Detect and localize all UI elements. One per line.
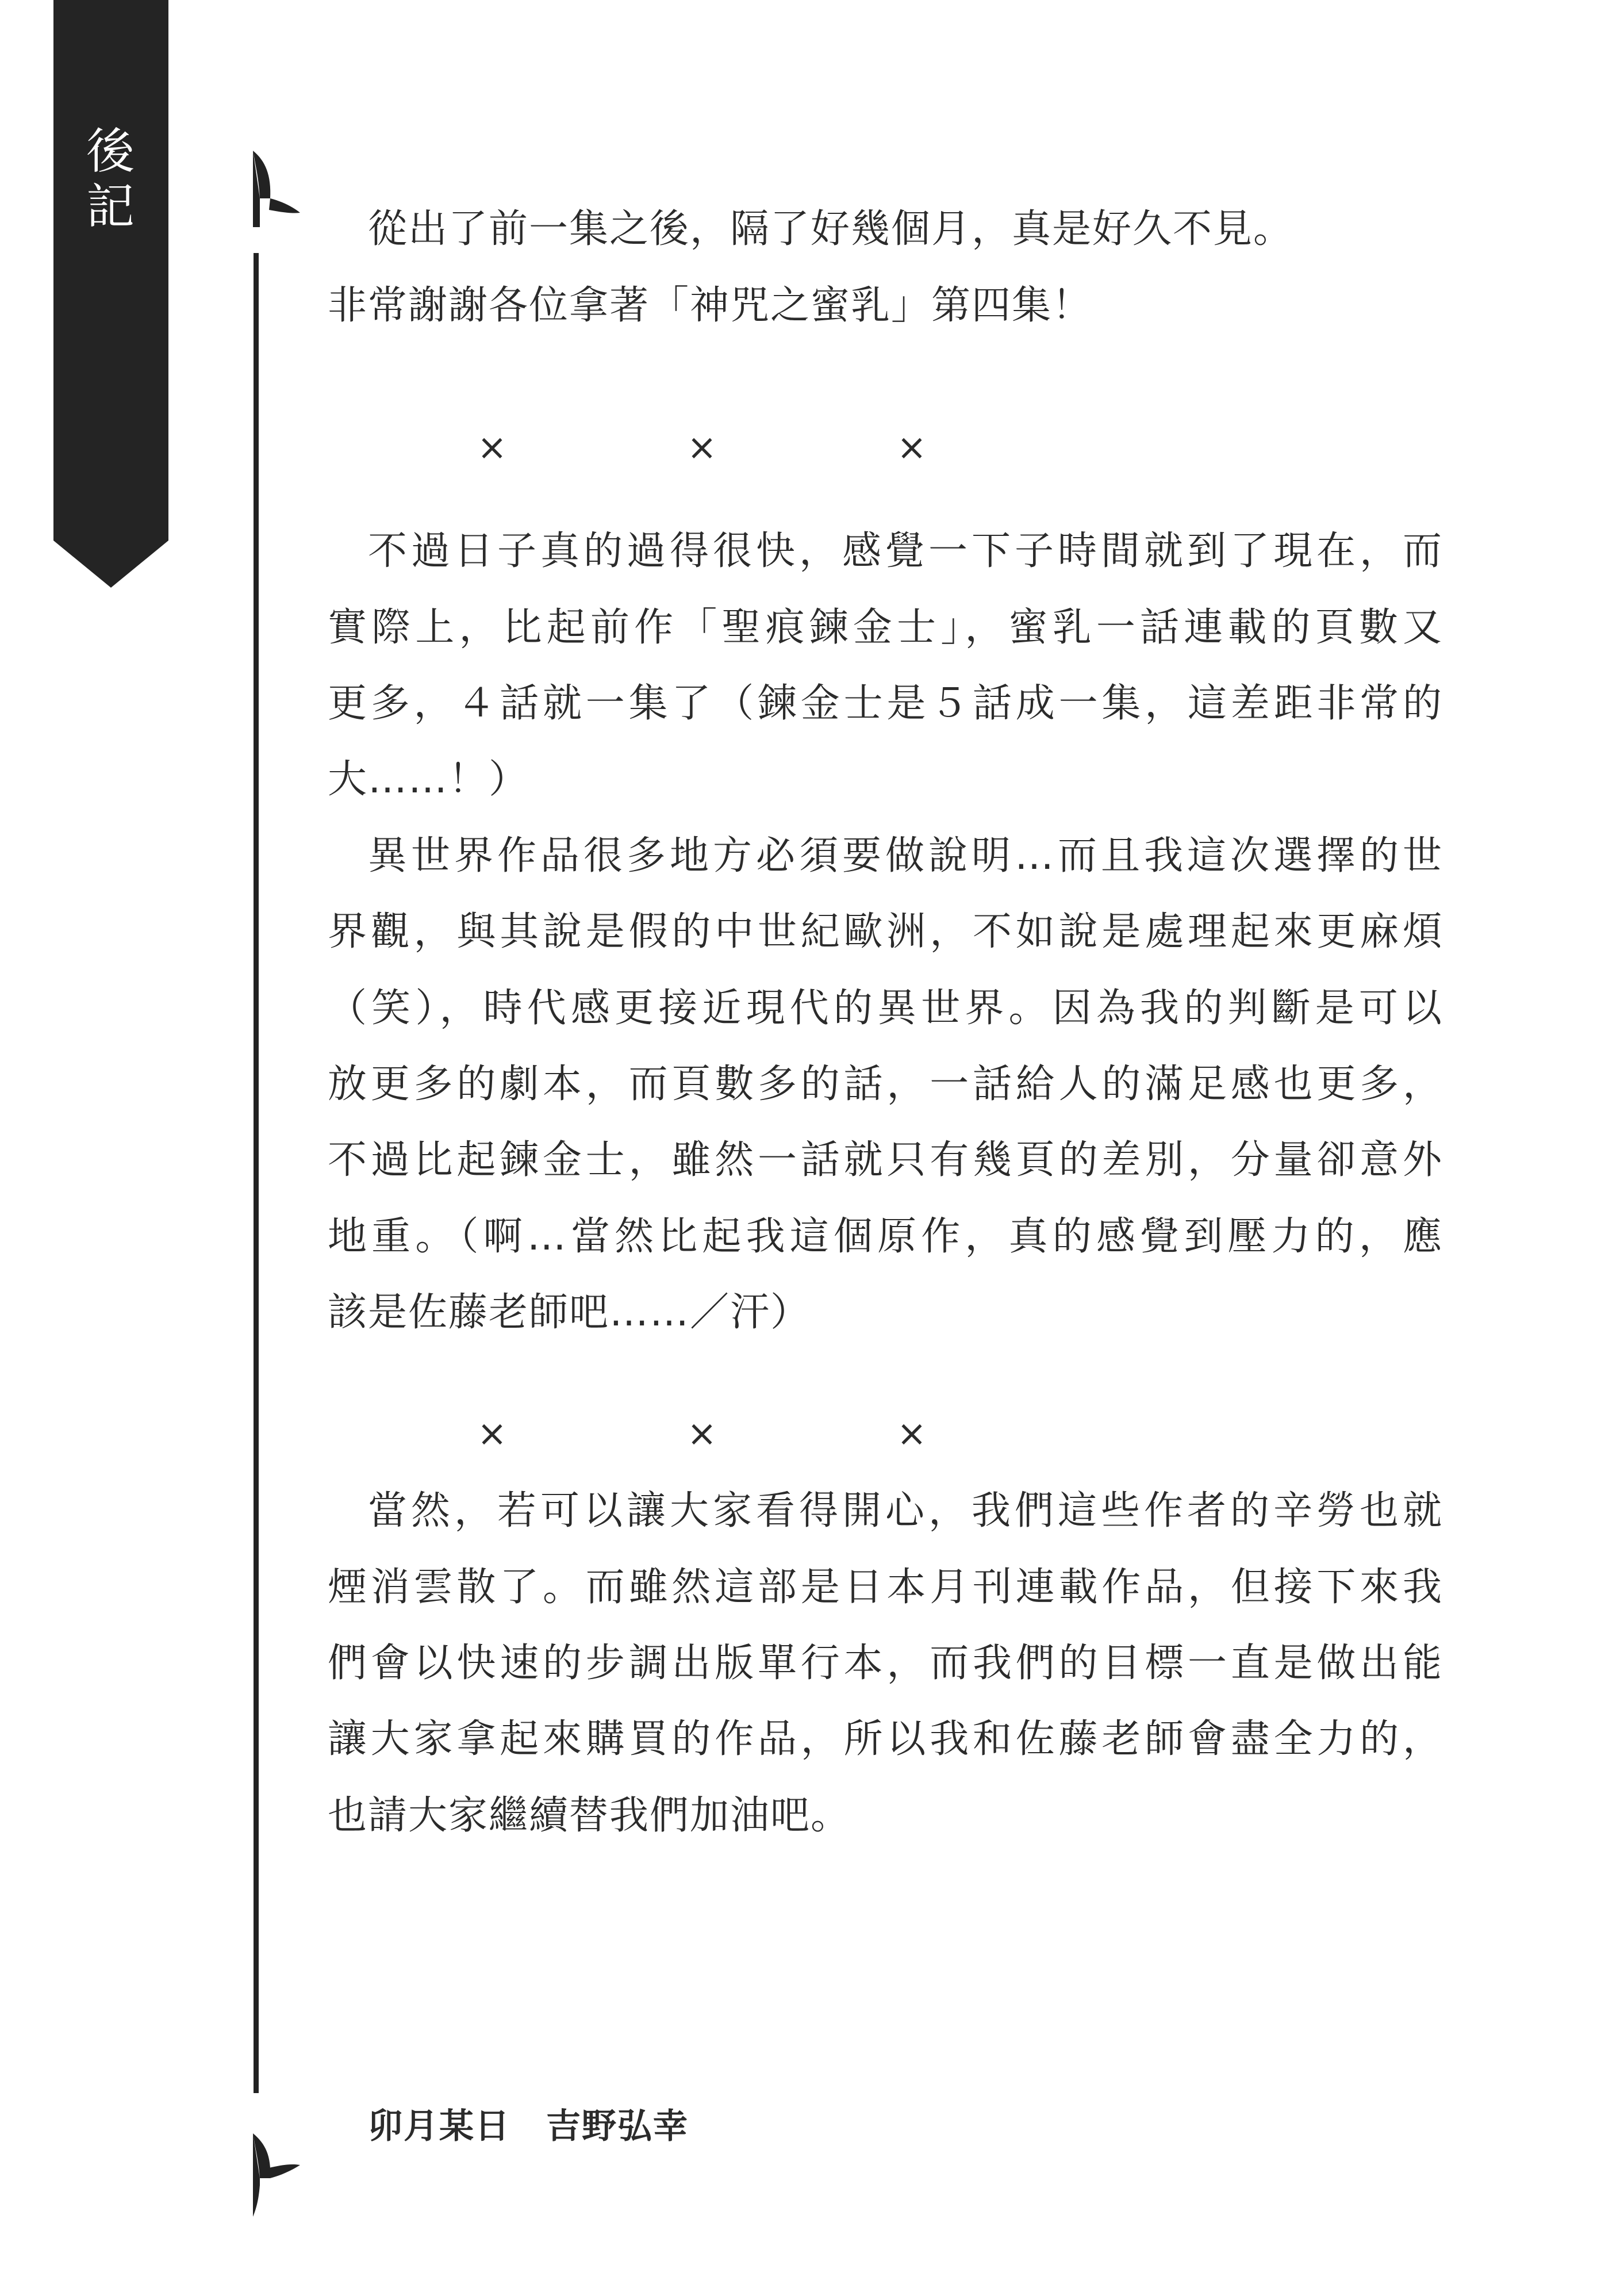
separator-mark: × — [687, 1412, 717, 1454]
text-line: 異世界作品很多地方必須要做說明…而且我這次選擇的世 — [368, 833, 1443, 879]
separator-mark: × — [687, 426, 717, 468]
text-line: 大……！） — [328, 757, 529, 802]
text-line: 從出了前一集之後，隔了好幾個月，真是好久不見。 — [368, 206, 1294, 252]
text-line: 讓大家拿起來購買的作品，所以我和佐藤老師會盡全力的， — [328, 1716, 1443, 1762]
text-line: 實際上，比起前作「聖痕鍊金士」，蜜乳一話連載的頁數又 — [328, 605, 1443, 650]
text-line: 更多，４話就一集了（鍊金士是５話成一集，這差距非常的 — [328, 681, 1443, 726]
text-line: 也請大家繼續替我們加油吧。 — [328, 1793, 851, 1838]
separator-mark: × — [477, 426, 507, 468]
separator-mark: × — [897, 426, 927, 468]
text-line: 煙消雲散了。而雖然這部是日本月刊連載作品，但接下來我 — [328, 1565, 1443, 1610]
text-line: 們會以快速的步調出版單行本，而我們的目標一直是做出能 — [328, 1641, 1443, 1686]
text-line: （笑），時代感更接近現代的異世界。因為我的判斷是可以 — [328, 986, 1443, 1031]
separator-mark: × — [897, 1412, 927, 1454]
text-line: 地重。（啊…當然比起我這個原作，真的感覺到壓力的，應 — [328, 1214, 1443, 1259]
text-line: 不過日子真的過得很快，感覺一下子時間就到了現在，而 — [368, 528, 1443, 574]
text-line: 界觀，與其說是假的中世紀歐洲，不如說是處理起來更麻煩 — [328, 909, 1443, 955]
author-signature: 卯月某日 吉野弘幸 — [368, 2106, 689, 2147]
section-title: 後記 — [86, 123, 135, 235]
text-line: 非常謝謝各位拿著「神咒之蜜乳」第四集！ — [328, 283, 1093, 328]
text-line: 放更多的劇本，而頁數多的話，一話給人的滿足感也更多， — [328, 1061, 1443, 1107]
text-line: 當然，若可以讓大家看得開心，我們這些作者的辛勞也就 — [368, 1488, 1443, 1534]
separator-mark: × — [477, 1412, 507, 1454]
text-line: 該是佐藤老師吧……／汗） — [328, 1290, 811, 1335]
text-line: 不過比起鍊金士，雖然一話就只有幾頁的差別，分量卻意外 — [328, 1137, 1443, 1183]
rule-ornament — [0, 0, 345, 2284]
